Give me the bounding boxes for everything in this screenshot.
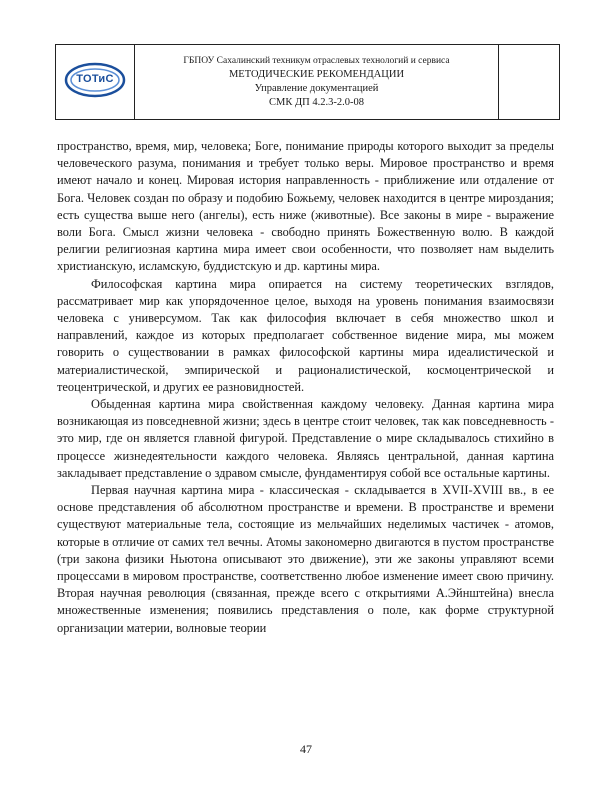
document-subject: Управление документацией [254,83,379,94]
document-type: МЕТОДИЧЕСКИЕ РЕКОМЕНДАЦИИ [228,69,405,80]
college-logo [64,60,126,100]
paragraph-religious-continued: пространство, время, мир, человека; Боге, понимание природы которого выходит за пределы человеческого разума, понимания и требует только веры. Мировое пространство и время имеют начало и конец. Мировая история направленность - приближение или отдаление от Бога. Человек создан по образу и подобию Божьему, человек находится в центре мироздания; есть существа выше него (ангелы), есть ниже (животные). Все законы в мире - выражение воли Бога. Смысл жизни человека - свободно принять Божественную волю. В каждой религии религиозная картина мира имеет свои особенности, что позволяет нам выделить христианскую, исламскую, буддистскую и др. картины мира. [57,139,554,274]
header-title-cell [135,45,499,120]
document-header [55,44,560,120]
organization-name: ГБПОУ Сахалинский техникум отраслевых технологий и сервиса [183,56,450,66]
document-code: СМК ДП 4.2.3-2.0-08 [269,97,364,108]
paragraph-scientific: Первая научная картина мира - классическая - складывается в XVII-XVIII вв., в ее основе представления об абсолютном пространстве и времени. В пространстве и времени существуют материальные тела, состоящие из мельчайших неделимых частичек - атомов, которые в отличие от самих тел вечны. Атомы закономерно двигаются в пустом пространстве (три закона физики Ньютона описывают это движение), эти же законы управляют всеми процессами в мировом пространстве, соответственно любое изменение имеет свою причину. Вторая научная революция (связанная, прежде всего с открытиями А.Эйнштейна) внесла множественные изменения; появились представления о поле, как форме структурной организации материи, волновые теории [57,483,554,635]
logo-cell [56,45,135,120]
paragraph-philosophical: Философская картина мира опирается на систему теоретических взглядов, рассматривает мир как упорядоченное целое, выходя на уровень понимания взаимосвязи человека с универсумом. Так как философия включает в себя множество школ и направлений, каждое из которых предполагает собственное видение мира, мы можем говорить о существовании в рамках философской картины мира идеалистической и материалистической, эмпирической и рационалистической, космоцентрической и теоцентрической, и других ее разновидностей. [57,276,554,394]
header-empty-cell [499,45,560,120]
logo-text: ТОТиС [76,72,114,85]
page-body [57,138,554,637]
paragraph-everyday: Обыденная картина мира свойственная каждому человеку. Данная картина мира возникающая из повседневной жизни; здесь в центре стоит человек, так как повседневность - это мир, где он является главной фигурой. Представление о мире складывалось стихийно в процессе жизнедеятельности каждого человека. Являясь центральной, данная картина закладывает представление о здравом смысле, фундаментируя собой все остальные картины. [57,397,554,480]
page-number: 47 [300,742,312,756]
